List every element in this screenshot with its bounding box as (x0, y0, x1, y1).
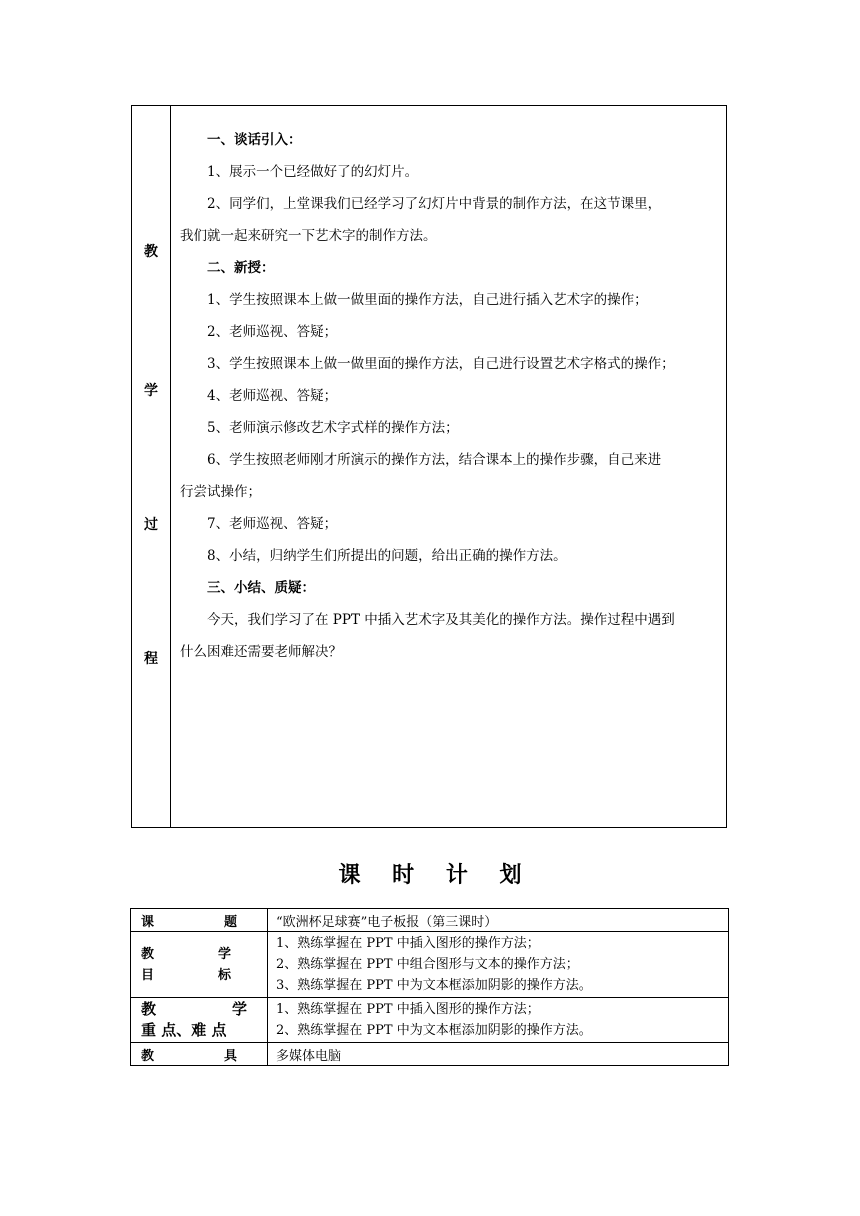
keypoints-label: 教 学 重 点、难 点 (131, 998, 268, 1043)
process-line: 4、老师巡视、答疑； (207, 388, 338, 404)
process-line: 6、学生按照老师刚才所演示的操作方法，结合课本上的操作步骤，自己来进 (207, 452, 662, 468)
keypoint-item: 2、熟练掌握在 PPT 中为文本框添加阴影的操作方法。 (276, 1023, 592, 1038)
keypoints-row (131, 998, 729, 1043)
process-line: 5、老师演示修改艺术字式样的操作方法； (207, 420, 459, 436)
goals-list (268, 932, 729, 998)
keypoints-list (268, 998, 729, 1043)
lesson-plan-table (130, 908, 729, 1066)
topic-row (131, 909, 729, 932)
side-char: 程 (144, 651, 158, 667)
section-heading: 一、谈话引入： (207, 132, 302, 148)
tools-value: 多媒体电脑 (268, 1043, 729, 1066)
process-content (171, 106, 726, 827)
process-line: 7、老师巡视、答疑； (207, 516, 338, 532)
section-heading: 三、小结、质疑： (207, 580, 315, 596)
goals-row (131, 932, 729, 998)
process-line: 1、展示一个已经做好了的幻灯片。 (207, 164, 419, 180)
goal-item: 1、熟练掌握在 PPT 中插入图形的操作方法； (276, 936, 540, 951)
tools-label: 教 具 (131, 1043, 268, 1066)
process-line: 8、小结，归纳学生们所提出的问题，给出正确的操作方法。 (207, 548, 567, 564)
process-line: 我们就一起来研究一下艺术字的制作方法。 (180, 228, 437, 244)
page-title: 课 时 计 划 (338, 862, 522, 888)
side-char: 学 (144, 383, 158, 399)
keypoint-item: 1、熟练掌握在 PPT 中插入图形的操作方法； (276, 1002, 540, 1017)
goals-label: 教 学 目 标 (131, 932, 268, 998)
section-heading: 二、新授： (207, 260, 275, 276)
process-line: 什么困难还需要老师解决？ (180, 644, 342, 660)
process-line: 2、老师巡视、答疑； (207, 324, 338, 340)
side-char: 过 (144, 517, 158, 533)
teaching-process-table (131, 105, 727, 828)
side-char: 教 (144, 244, 158, 260)
goal-item: 3、熟练掌握在 PPT 中为文本框添加阴影的操作方法。 (276, 978, 592, 993)
process-line: 1、学生按照课本上做一做里面的操作方法，自己进行插入艺术字的操作； (207, 292, 648, 308)
process-line: 3、学生按照课本上做一做里面的操作方法，自己进行设置艺术字格式的操作； (207, 356, 675, 372)
process-line: 行尝试操作； (180, 484, 261, 500)
process-line: 今天，我们学习了在 PPT 中插入艺术字及其美化的操作方法。操作过程中遇到 (207, 612, 675, 628)
process-side-label (132, 106, 171, 827)
topic-value: “欧洲杯足球赛”电子板报（第三课时） (268, 909, 729, 932)
tools-row (131, 1043, 729, 1066)
topic-label: 课 题 (131, 909, 268, 932)
process-line: 2、同学们，上堂课我们已经学习了幻灯片中背景的制作方法，在这节课里， (207, 196, 662, 212)
goal-item: 2、熟练掌握在 PPT 中组合图形与文本的操作方法； (276, 957, 579, 972)
